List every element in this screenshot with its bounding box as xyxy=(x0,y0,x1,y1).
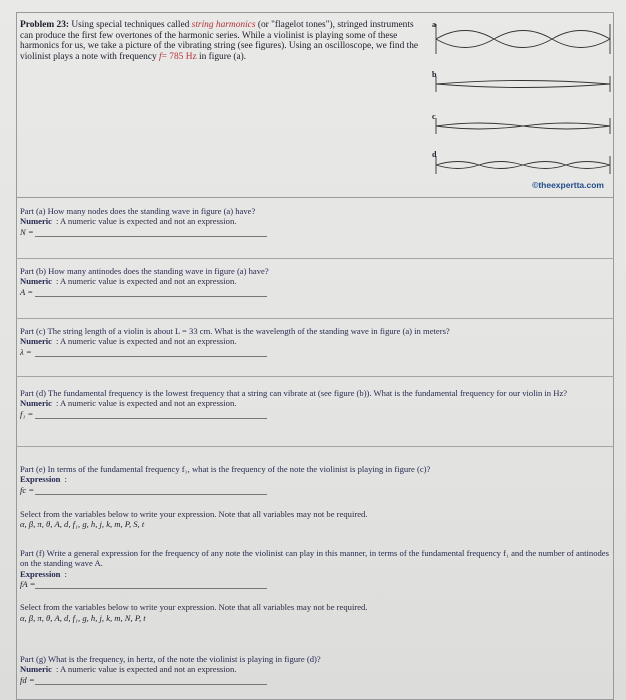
part-f-vars-list: α, β, π, θ, A, d, f₁, g, h, j, k, m, N, P, t xyxy=(20,612,146,623)
part-b-type-note: : A numeric value is expected and not an expression. xyxy=(55,276,237,287)
part-d-title: Part (d) The fundamental frequency is the lowest frequency that a string can vibrate at (see figure (b)). What is the fundamental frequency for our violin in Hz? xyxy=(20,388,568,398)
part-e-answer-input[interactable] xyxy=(35,494,267,495)
part-a-answer-label: N = xyxy=(20,226,34,237)
part-f-answer-input[interactable] xyxy=(35,588,267,589)
part-c-answer-input[interactable] xyxy=(35,356,267,357)
problem-statement xyxy=(20,20,420,62)
part-c-answer-label: λ = xyxy=(20,346,32,357)
part-a-title: Part (a) How many nodes does the standing wave in figure (a) have? xyxy=(20,206,256,216)
part-f-type-note: : xyxy=(64,568,67,579)
figure-label-d: d xyxy=(432,150,437,159)
part-d-type-note: : A numeric value is expected and not an expression. xyxy=(55,398,237,409)
problem-label: Problem 23: xyxy=(20,20,70,30)
part-d-type: Numeric xyxy=(20,398,52,409)
string-figures xyxy=(428,18,618,194)
part-g-type-note: : A numeric value is expected and not an expression. xyxy=(55,664,237,675)
part-b-title: Part (b) How many antinodes does the standing wave in figure (a) have? xyxy=(20,266,269,276)
problem-text-1: Using special techniques called xyxy=(71,20,190,30)
part-a xyxy=(20,206,612,238)
part-f-type: Expression xyxy=(20,568,61,579)
problem-freq-symbol: f xyxy=(159,51,162,62)
standing-wave-diagrams xyxy=(428,18,618,194)
part-a-answer-input[interactable] xyxy=(35,236,267,237)
part-c-type-note: : A numeric value is expected and not an expression. xyxy=(55,336,237,347)
part-f-answer-label: fA = xyxy=(20,579,36,590)
part-e-vars-text: Select from the variables below to write your expression. Note that all variables may not be required. xyxy=(20,508,368,519)
part-e-title: Part (e) In terms of the fundamental frequency f₁, what is the frequency of the note the violinist is playing in figure (c)? xyxy=(20,464,431,474)
problem-term: string harmonics xyxy=(191,20,256,30)
problem-text-3: in figure (a). xyxy=(198,51,247,62)
part-g xyxy=(20,654,612,686)
part-b-answer-input[interactable] xyxy=(35,296,267,297)
figure-a-wave xyxy=(436,24,610,54)
part-c xyxy=(20,326,612,358)
part-b xyxy=(20,266,612,298)
part-g-answer-label: fd = xyxy=(20,674,35,685)
part-divider xyxy=(16,376,614,377)
part-d xyxy=(20,388,612,420)
part-a-type: Numeric xyxy=(20,216,52,227)
part-b-type: Numeric xyxy=(20,276,52,287)
figure-label-a: a xyxy=(432,20,436,29)
part-g-answer-input[interactable] xyxy=(35,684,267,685)
part-c-title: Part (c) The string length of a violin is about L = 33 cm. What is the wavelength of the standing wave in figure (a) in meters? xyxy=(20,326,450,336)
figure-label-c: c xyxy=(432,112,436,121)
problem-freq-value: = 785 Hz xyxy=(161,51,197,62)
part-divider xyxy=(16,258,614,259)
part-f xyxy=(20,548,612,623)
part-divider xyxy=(16,318,614,319)
figure-d-wave xyxy=(436,156,610,174)
part-d-answer-label: f₁ = xyxy=(20,408,34,419)
part-e-vars-list: α, β, π, θ, A, d, f₁, g, h, j, k, m, P, S, t xyxy=(20,519,145,530)
part-g-title: Part (g) What is the frequency, in hertz, of the note the violinist is playing in figure (d)? xyxy=(20,654,321,664)
part-e-type-note: : xyxy=(64,474,67,485)
watermark: ©theexpertta.com xyxy=(532,180,604,190)
part-c-type: Numeric xyxy=(20,336,52,347)
figure-label-b: b xyxy=(432,70,437,79)
problem-text-2: (or "flagelot tones"), stringed instruments can produce the first few overtones of the harmonic series. While a violinist is playing some of these harmonics for us, we take a picture of the vibrating string (see figures). Using an oscilloscope, we find the violinist plays a note with frequency xyxy=(20,20,419,62)
part-f-vars-text: Select from the variables below to write your expression. Note that all variables may not be required. xyxy=(20,602,368,613)
part-e xyxy=(20,464,612,530)
part-divider xyxy=(16,446,614,447)
figure-b-wave xyxy=(436,76,610,92)
part-g-type: Numeric xyxy=(20,664,52,675)
part-e-type: Expression xyxy=(20,474,61,485)
figure-c-wave xyxy=(436,118,610,134)
part-b-answer-label: A = xyxy=(20,286,34,297)
part-d-answer-input[interactable] xyxy=(35,418,267,419)
part-f-title: Part (f) Write a general expression for the frequency of any note the violinist can play in this manner, in terms of the fundamental frequency f₁ and the number of antinodes on the standing wave A. xyxy=(20,548,609,569)
part-a-type-note: : A numeric value is expected and not an expression. xyxy=(55,216,237,227)
part-e-answer-label: fc = xyxy=(20,484,35,495)
